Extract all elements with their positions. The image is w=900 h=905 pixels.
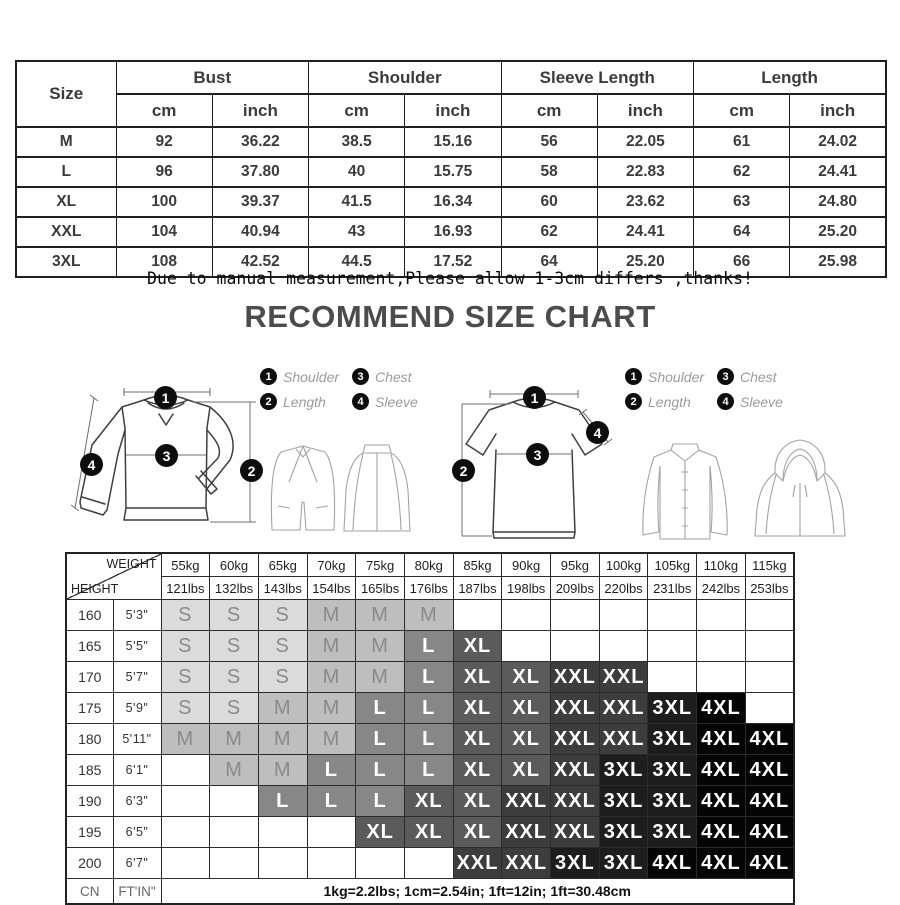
- recommended-size-cell: M: [210, 755, 259, 786]
- recommended-size-cell: M: [258, 693, 307, 724]
- measure-row: [16, 187, 886, 217]
- measure-value-cell: 24.02: [790, 127, 886, 157]
- recommended-size-cell: XL: [453, 786, 502, 817]
- recommended-size-cell: 4XL: [745, 724, 794, 755]
- measure-group-header-row: [16, 61, 886, 94]
- empty-size-cell: [599, 600, 648, 631]
- recommended-size-cell: XXL: [599, 724, 648, 755]
- measure-value-cell: 23.62: [597, 187, 693, 217]
- measure-value-cell: 56: [501, 127, 597, 157]
- height-ftin-cell: 6'3": [113, 786, 161, 817]
- height-cm-cell: 185: [66, 755, 113, 786]
- legend-number-badge: 3: [717, 368, 734, 385]
- measure-size-cell: 3XL: [16, 247, 116, 277]
- recommended-size-cell: S: [161, 631, 210, 662]
- height-cm-cell: 195: [66, 817, 113, 848]
- recommended-size-cell: M: [356, 631, 405, 662]
- measure-value-cell: 42.52: [212, 247, 308, 277]
- height-ftin-cell: 5'3": [113, 600, 161, 631]
- jacket-drawing: [344, 445, 410, 531]
- measure-value-cell: 16.34: [405, 187, 501, 217]
- group-header-bust: Bust: [116, 61, 309, 94]
- measure-value-cell: 25.20: [597, 247, 693, 277]
- recommended-size-cell: 3XL: [551, 848, 600, 879]
- measure-value-cell: 24.41: [597, 217, 693, 247]
- measure-value-cell: 62: [501, 217, 597, 247]
- tshirt-drawing: [466, 398, 602, 538]
- measure-value-cell: 96: [116, 157, 212, 187]
- recommended-size-cell: XL: [502, 662, 551, 693]
- legend-number-badge: 2: [625, 393, 642, 410]
- recommended-size-cell: 4XL: [745, 786, 794, 817]
- recommended-size-cell: L: [404, 755, 453, 786]
- weight-kg-header: 65kg: [258, 553, 307, 577]
- recommended-size-cell: M: [404, 600, 453, 631]
- measure-value-cell: 40: [309, 157, 405, 187]
- recommended-size-cell: S: [210, 662, 259, 693]
- unit-header-inch: inch: [597, 94, 693, 127]
- recommended-size-cell: M: [258, 724, 307, 755]
- measure-value-cell: 108: [116, 247, 212, 277]
- recommended-size-cell: S: [161, 600, 210, 631]
- measure-value-cell: 37.80: [212, 157, 308, 187]
- measure-value-cell: 58: [501, 157, 597, 187]
- weight-kg-header: 80kg: [404, 553, 453, 577]
- recommended-size-cell: XL: [453, 631, 502, 662]
- recommended-size-cell: XXL: [599, 662, 648, 693]
- weight-kg-header: 95kg: [551, 553, 600, 577]
- measure-row: [16, 217, 886, 247]
- empty-size-cell: [161, 755, 210, 786]
- empty-size-cell: [697, 662, 746, 693]
- measure-value-cell: 44.5: [309, 247, 405, 277]
- group-header-length: Length: [694, 61, 887, 94]
- empty-size-cell: [210, 817, 259, 848]
- recommended-size-cell: XXL: [551, 817, 600, 848]
- recommended-size-cell: M: [307, 724, 356, 755]
- empty-size-cell: [404, 848, 453, 879]
- height-cm-cell: 175: [66, 693, 113, 724]
- recommended-size-cell: XXL: [551, 693, 600, 724]
- legend-label: Length: [648, 393, 691, 410]
- recommended-size-cell: 4XL: [648, 848, 697, 879]
- unit-header-cm: cm: [116, 94, 212, 127]
- legend-item-sleeve: [352, 393, 444, 410]
- matrix-row: [66, 662, 794, 693]
- recommended-size-cell: M: [307, 662, 356, 693]
- recommended-size-cell: 3XL: [648, 755, 697, 786]
- measure-value-cell: 15.16: [405, 127, 501, 157]
- recommend-size-chart-title: RECOMMEND SIZE CHART: [244, 299, 656, 334]
- recommended-size-cell: 3XL: [648, 693, 697, 724]
- measure-value-cell: 100: [116, 187, 212, 217]
- measure-value-cell: 25.98: [790, 247, 886, 277]
- recommended-size-cell: XXL: [453, 848, 502, 879]
- matrix-row: [66, 817, 794, 848]
- recommended-size-cell: M: [356, 662, 405, 693]
- recommended-size-cell: 3XL: [648, 786, 697, 817]
- empty-size-cell: [551, 631, 600, 662]
- unit-header-cm: cm: [309, 94, 405, 127]
- measure-size-cell: M: [16, 127, 116, 157]
- badge-length-tshirt: 2: [452, 459, 475, 482]
- height-ftin-cell: 5'11": [113, 724, 161, 755]
- empty-size-cell: [697, 600, 746, 631]
- recommended-size-cell: XL: [502, 755, 551, 786]
- group-header-sleeve-length: Sleeve Length: [501, 61, 694, 94]
- recommended-size-cell: XL: [502, 693, 551, 724]
- badge-shoulder-sweatshirt: 1: [154, 386, 177, 409]
- recommended-size-cell: XL: [453, 755, 502, 786]
- weight-kg-header: 70kg: [307, 553, 356, 577]
- recommended-size-cell: XL: [404, 786, 453, 817]
- matrix-footer-row: [66, 879, 794, 905]
- recommended-size-cell: L: [356, 755, 405, 786]
- legend-number-badge: 1: [625, 368, 642, 385]
- recommended-size-cell: M: [161, 724, 210, 755]
- recommended-size-cell: M: [258, 755, 307, 786]
- measure-value-cell: 16.93: [405, 217, 501, 247]
- matrix-row: [66, 755, 794, 786]
- recommended-size-cell: S: [210, 693, 259, 724]
- height-ftin-cell: 6'1": [113, 755, 161, 786]
- legend-label: Shoulder: [283, 368, 340, 385]
- shirt-drawing: [643, 444, 727, 539]
- unit-header-cm: cm: [501, 94, 597, 127]
- recommended-size-cell: 4XL: [697, 693, 746, 724]
- matrix-row: [66, 786, 794, 817]
- weight-label: WEIGHT: [106, 557, 157, 571]
- legend-label: Shoulder: [648, 368, 705, 385]
- measure-value-cell: 104: [116, 217, 212, 247]
- legend-item-length: [260, 393, 352, 410]
- weight-lbs-header: 242lbs: [697, 577, 746, 600]
- height-cm-cell: 180: [66, 724, 113, 755]
- weight-lbs-header: 209lbs: [551, 577, 600, 600]
- empty-size-cell: [745, 662, 794, 693]
- measure-value-cell: 61: [694, 127, 790, 157]
- measure-value-cell: 15.75: [405, 157, 501, 187]
- weight-kg-header: 110kg: [697, 553, 746, 577]
- measure-value-cell: 40.94: [212, 217, 308, 247]
- recommended-size-cell: XXL: [551, 786, 600, 817]
- measure-value-cell: 64: [694, 217, 790, 247]
- recommended-size-cell: L: [356, 693, 405, 724]
- legend-item-chest: [717, 368, 809, 385]
- badge-length-sweatshirt: 2: [240, 459, 263, 482]
- measure-value-cell: 24.41: [790, 157, 886, 187]
- unit-header-inch: inch: [405, 94, 501, 127]
- empty-size-cell: [356, 848, 405, 879]
- matrix-lbs-header-row: [66, 577, 794, 600]
- empty-size-cell: [161, 848, 210, 879]
- unit-conversion-note: 1kg=2.2lbs; 1cm=2.54in; 1ft=12in; 1ft=30.48cm: [161, 879, 794, 905]
- height-cm-cell: 190: [66, 786, 113, 817]
- empty-size-cell: [697, 631, 746, 662]
- recommended-size-cell: XL: [356, 817, 405, 848]
- empty-size-cell: [745, 693, 794, 724]
- legend-item-length: [625, 393, 717, 410]
- height-ftin-cell: 5'7": [113, 662, 161, 693]
- legend-number-badge: 3: [352, 368, 369, 385]
- badge-chest-tshirt: 3: [526, 443, 549, 466]
- recommended-size-cell: 4XL: [697, 755, 746, 786]
- empty-size-cell: [307, 817, 356, 848]
- recommended-size-cell: M: [356, 600, 405, 631]
- measure-value-cell: 22.05: [597, 127, 693, 157]
- recommended-size-cell: XL: [453, 662, 502, 693]
- matrix-row: [66, 724, 794, 755]
- legend-item-shoulder: [625, 368, 717, 385]
- empty-size-cell: [210, 786, 259, 817]
- recommended-size-cell: S: [258, 631, 307, 662]
- empty-size-cell: [161, 786, 210, 817]
- empty-size-cell: [307, 848, 356, 879]
- unit-header-cm: cm: [694, 94, 790, 127]
- empty-size-cell: [258, 817, 307, 848]
- empty-size-cell: [502, 631, 551, 662]
- badge-sleeve-tshirt: 4: [586, 421, 609, 444]
- legend-label: Chest: [375, 368, 412, 385]
- measure-value-cell: 43: [309, 217, 405, 247]
- recommended-size-cell: 3XL: [599, 817, 648, 848]
- legend-label: Sleeve: [740, 393, 783, 410]
- unit-header-inch: inch: [212, 94, 308, 127]
- measure-value-cell: 36.22: [212, 127, 308, 157]
- weight-kg-header: 60kg: [210, 553, 259, 577]
- recommended-size-cell: M: [307, 693, 356, 724]
- weight-kg-header: 115kg: [745, 553, 794, 577]
- recommended-size-cell: M: [307, 631, 356, 662]
- height-cm-cell: 170: [66, 662, 113, 693]
- recommend-size-matrix: [65, 552, 795, 905]
- empty-size-cell: [161, 817, 210, 848]
- recommended-size-cell: L: [404, 724, 453, 755]
- height-ftin-cell: 6'7": [113, 848, 161, 879]
- measure-value-cell: 22.83: [597, 157, 693, 187]
- empty-size-cell: [258, 848, 307, 879]
- recommended-size-cell: 3XL: [648, 817, 697, 848]
- empty-size-cell: [502, 600, 551, 631]
- weight-lbs-header: 165lbs: [356, 577, 405, 600]
- matrix-row: [66, 600, 794, 631]
- measure-size-cell: XL: [16, 187, 116, 217]
- measure-value-cell: 60: [501, 187, 597, 217]
- empty-size-cell: [745, 600, 794, 631]
- legend-label: Chest: [740, 368, 777, 385]
- measure-value-cell: 92: [116, 127, 212, 157]
- measure-legend-right: [625, 368, 809, 410]
- empty-size-cell: [210, 848, 259, 879]
- recommended-size-cell: S: [161, 662, 210, 693]
- recommended-size-cell: 4XL: [697, 724, 746, 755]
- height-cm-cell: 165: [66, 631, 113, 662]
- weight-lbs-header: 176lbs: [404, 577, 453, 600]
- recommended-size-cell: 3XL: [648, 724, 697, 755]
- weight-lbs-header: 132lbs: [210, 577, 259, 600]
- recommended-size-cell: 4XL: [745, 848, 794, 879]
- measure-value-cell: 39.37: [212, 187, 308, 217]
- recommended-size-cell: L: [404, 662, 453, 693]
- empty-size-cell: [453, 600, 502, 631]
- recommended-size-cell: XL: [453, 817, 502, 848]
- recommended-size-cell: XXL: [502, 786, 551, 817]
- footer-cn-label: CN: [66, 879, 113, 905]
- recommended-size-cell: XXL: [599, 693, 648, 724]
- weight-height-diagonal-cell: [66, 553, 161, 600]
- recommended-size-cell: 3XL: [599, 755, 648, 786]
- recommended-size-cell: 4XL: [697, 817, 746, 848]
- hoodie-drawing: [755, 440, 845, 536]
- legend-number-badge: 2: [260, 393, 277, 410]
- legend-label: Sleeve: [375, 393, 418, 410]
- measure-size-cell: L: [16, 157, 116, 187]
- recommended-size-cell: XXL: [502, 848, 551, 879]
- weight-lbs-header: 220lbs: [599, 577, 648, 600]
- height-ftin-cell: 5'5": [113, 631, 161, 662]
- recommended-size-cell: S: [161, 693, 210, 724]
- legend-item-shoulder: [260, 368, 352, 385]
- measure-legend-left: [260, 368, 444, 410]
- measure-unit-header-row: [16, 94, 886, 127]
- recommended-size-cell: S: [258, 662, 307, 693]
- matrix-row: [66, 631, 794, 662]
- empty-size-cell: [648, 662, 697, 693]
- recommended-size-cell: XXL: [502, 817, 551, 848]
- recommended-size-cell: 3XL: [599, 786, 648, 817]
- recommended-size-cell: S: [210, 631, 259, 662]
- recommended-size-cell: XL: [453, 724, 502, 755]
- recommended-size-cell: L: [307, 755, 356, 786]
- weight-lbs-header: 198lbs: [502, 577, 551, 600]
- legend-item-chest: [352, 368, 444, 385]
- garment-diagram-band: [60, 350, 890, 550]
- weight-lbs-header: 231lbs: [648, 577, 697, 600]
- empty-size-cell: [745, 631, 794, 662]
- recommended-size-cell: M: [210, 724, 259, 755]
- measure-value-cell: 62: [694, 157, 790, 187]
- badge-chest-sweatshirt: 3: [155, 444, 178, 467]
- weight-kg-header: 75kg: [356, 553, 405, 577]
- measurement-table: [15, 60, 887, 278]
- recommended-size-cell: 3XL: [599, 848, 648, 879]
- weight-lbs-header: 121lbs: [161, 577, 210, 600]
- measure-value-cell: 38.5: [309, 127, 405, 157]
- empty-size-cell: [599, 631, 648, 662]
- recommended-size-cell: L: [404, 693, 453, 724]
- recommended-size-cell: XL: [404, 817, 453, 848]
- measure-value-cell: 24.80: [790, 187, 886, 217]
- height-cm-cell: 200: [66, 848, 113, 879]
- empty-size-cell: [648, 631, 697, 662]
- matrix-row: [66, 848, 794, 879]
- matrix-row: [66, 693, 794, 724]
- weight-kg-header: 90kg: [502, 553, 551, 577]
- empty-size-cell: [648, 600, 697, 631]
- weight-lbs-header: 154lbs: [307, 577, 356, 600]
- group-header-shoulder: Shoulder: [309, 61, 502, 94]
- recommended-size-cell: M: [307, 600, 356, 631]
- measure-row: [16, 157, 886, 187]
- weight-lbs-header: 253lbs: [745, 577, 794, 600]
- unit-header-inch: inch: [790, 94, 886, 127]
- measure-value-cell: 64: [501, 247, 597, 277]
- recommended-size-cell: S: [210, 600, 259, 631]
- recommended-size-cell: L: [258, 786, 307, 817]
- badge-shoulder-tshirt: 1: [523, 386, 546, 409]
- measure-size-cell: XXL: [16, 217, 116, 247]
- recommended-size-cell: 4XL: [697, 848, 746, 879]
- weight-lbs-header: 143lbs: [258, 577, 307, 600]
- recommended-size-cell: 4XL: [745, 817, 794, 848]
- measure-value-cell: 63: [694, 187, 790, 217]
- measure-value-cell: 25.20: [790, 217, 886, 247]
- measure-value-cell: 17.52: [405, 247, 501, 277]
- recommended-size-cell: S: [258, 600, 307, 631]
- recommended-size-cell: 4XL: [745, 755, 794, 786]
- weight-lbs-header: 187lbs: [453, 577, 502, 600]
- legend-number-badge: 4: [352, 393, 369, 410]
- weight-kg-header: 55kg: [161, 553, 210, 577]
- legend-number-badge: 4: [717, 393, 734, 410]
- weight-kg-header: 105kg: [648, 553, 697, 577]
- measure-value-cell: 66: [694, 247, 790, 277]
- matrix-kg-header-row: [66, 553, 794, 577]
- recommended-size-cell: L: [307, 786, 356, 817]
- legend-item-sleeve: [717, 393, 809, 410]
- height-label: HEIGHT: [71, 582, 119, 596]
- size-column-header: Size: [16, 61, 116, 127]
- recommended-size-cell: L: [404, 631, 453, 662]
- weight-kg-header: 85kg: [453, 553, 502, 577]
- recommended-size-cell: XXL: [551, 755, 600, 786]
- recommended-size-cell: L: [356, 786, 405, 817]
- recommended-size-cell: L: [356, 724, 405, 755]
- measure-value-cell: 41.5: [309, 187, 405, 217]
- empty-size-cell: [551, 600, 600, 631]
- badge-sleeve-sweatshirt: 4: [80, 453, 103, 476]
- blazer-drawing: [271, 446, 334, 530]
- weight-kg-header: 100kg: [599, 553, 648, 577]
- legend-number-badge: 1: [260, 368, 277, 385]
- height-ftin-cell: 6'5": [113, 817, 161, 848]
- height-cm-cell: 160: [66, 600, 113, 631]
- recommended-size-cell: XL: [453, 693, 502, 724]
- footer-ftin-label: FT'IN": [113, 879, 161, 905]
- legend-label: Length: [283, 393, 326, 410]
- recommended-size-cell: XXL: [551, 662, 600, 693]
- measure-row: [16, 127, 886, 157]
- measurement-disclaimer: Due to manual measurement,Please allow 1-3cm differs ,thanks!: [147, 269, 753, 288]
- recommended-size-cell: XL: [502, 724, 551, 755]
- height-ftin-cell: 5'9": [113, 693, 161, 724]
- recommended-size-cell: 4XL: [697, 786, 746, 817]
- recommended-size-cell: XXL: [551, 724, 600, 755]
